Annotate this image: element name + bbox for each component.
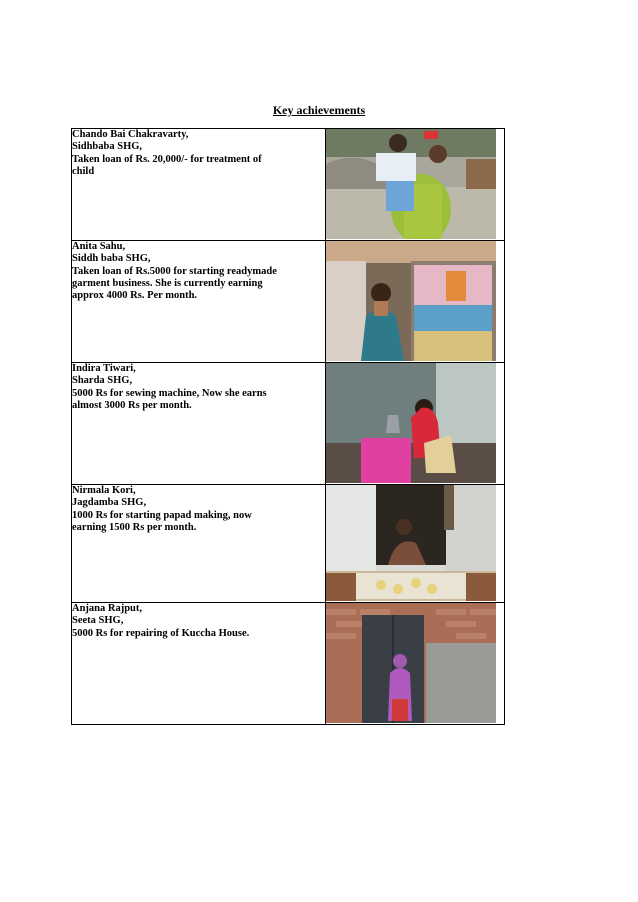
entry-shg: Seeta SHG, — [72, 615, 124, 627]
entry-shg: Jagdamba SHG, — [72, 497, 147, 509]
achievements-table — [71, 128, 505, 725]
entry-name: Anjana Rajput, — [72, 603, 143, 614]
photo-papad-making — [326, 485, 496, 601]
entry-photo-cell — [325, 129, 505, 241]
entry-detail: 5000 Rs for repairing of Kuccha House. — [72, 627, 250, 639]
entry-photo-cell — [325, 485, 505, 603]
entry-detail: garment business. She is currently earning — [72, 277, 263, 289]
entry-detail: child — [72, 165, 95, 177]
entry-text — [72, 363, 326, 485]
table-row — [72, 241, 505, 363]
entry-text — [72, 485, 326, 603]
entry-photo-cell — [325, 241, 505, 363]
photo-kuccha-house — [326, 603, 496, 723]
photo-sewing-machine — [326, 363, 496, 483]
entry-text — [72, 241, 326, 363]
entry-name: Nirmala Kori, — [72, 485, 136, 496]
entry-shg: Sidhbaba SHG, — [72, 141, 143, 153]
entry-detail: almost 3000 Rs per month. — [72, 399, 192, 411]
entry-detail: Taken loan of Rs.5000 for starting readymade — [72, 265, 277, 277]
entry-detail: approx 4000 Rs. Per month. — [72, 290, 198, 302]
entry-text — [72, 603, 326, 725]
entry-photo-cell — [325, 363, 505, 485]
entry-detail: earning 1500 Rs per month. — [72, 521, 197, 533]
entry-shg: Siddh baba SHG, — [72, 253, 151, 265]
table-row — [72, 363, 505, 485]
entry-name: Anita Sahu, — [72, 241, 126, 252]
photo-woman-with-child — [326, 129, 496, 239]
entry-name: Indira Tiwari, — [72, 363, 136, 374]
table-row — [72, 129, 505, 241]
entry-shg: Sharda SHG, — [72, 375, 133, 387]
entry-detail: 1000 Rs for starting papad making, now — [72, 509, 252, 521]
table-row — [72, 485, 505, 603]
entry-detail: 5000 Rs for sewing machine, Now she earns — [72, 387, 267, 399]
table-row — [72, 603, 505, 725]
photo-garment-shop — [326, 241, 496, 361]
entry-detail: Taken loan of Rs. 20,000/- for treatment of — [72, 153, 262, 165]
entry-photo-cell — [325, 603, 505, 725]
page-title: Key achievements — [272, 103, 366, 117]
entry-text — [72, 129, 326, 241]
entry-name: Chando Bai Chakravarty, — [72, 129, 189, 140]
